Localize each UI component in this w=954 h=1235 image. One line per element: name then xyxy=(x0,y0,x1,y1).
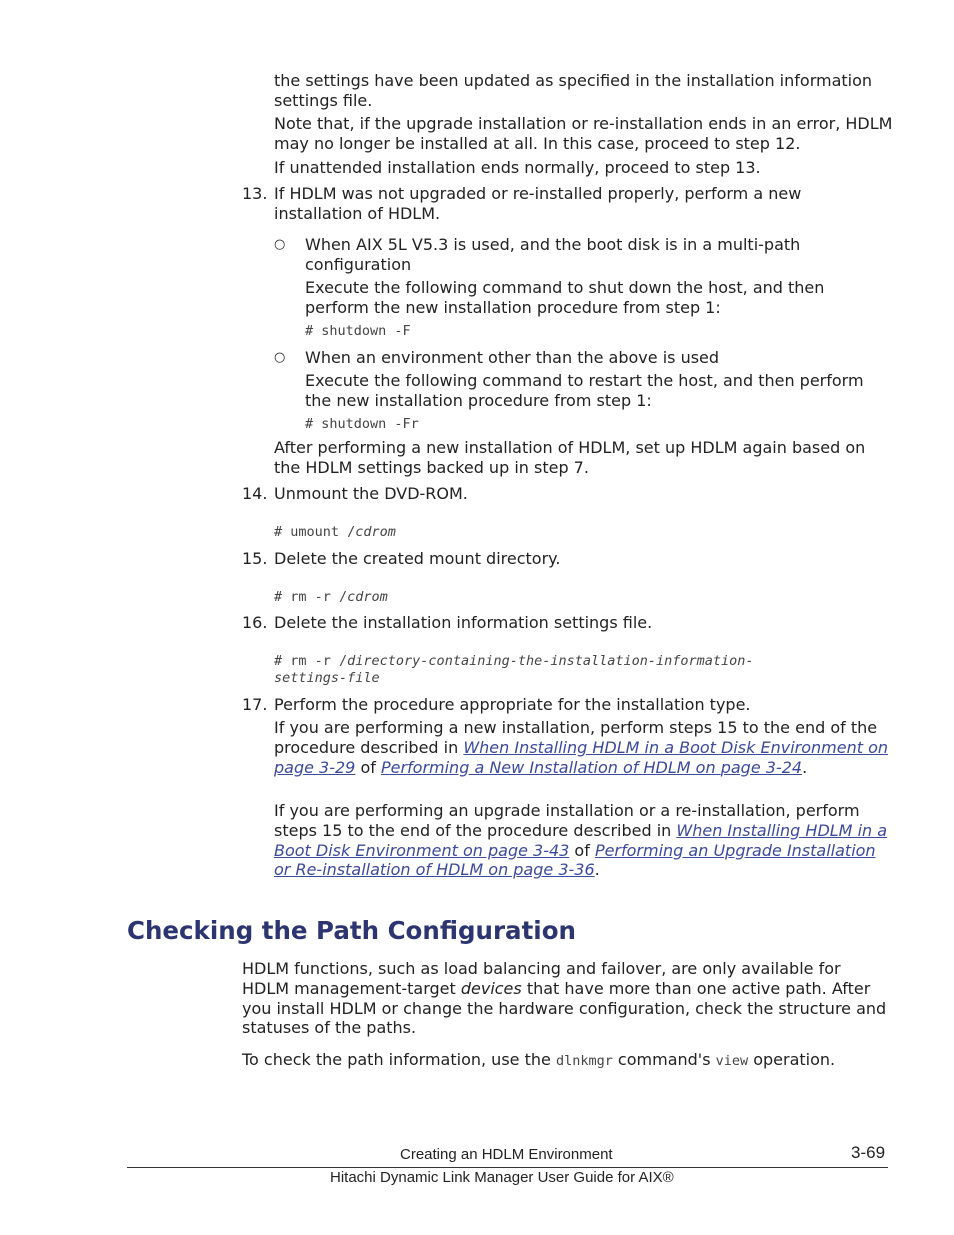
section-heading: Checking the Path Configuration xyxy=(127,916,576,945)
step-14-number: 14. xyxy=(242,484,268,503)
command-variable: settings-file xyxy=(274,670,380,686)
step-16-number: 16. xyxy=(242,613,268,632)
step12-continuation-text: the settings have been updated as specified in the installation information settings file. xyxy=(274,71,873,110)
command-text: # rm -r / xyxy=(274,653,348,669)
step-17-number: 17. xyxy=(242,695,268,714)
step-16-text: Delete the installation information settings file. xyxy=(274,613,653,632)
step-16-command xyxy=(274,653,754,670)
link-text: Environment on page 3-29 xyxy=(274,737,888,777)
bullet-a-command: # shutdown -F xyxy=(305,323,411,339)
link-text: Performing an Upgrade xyxy=(594,840,782,860)
paragraph-text: operation. xyxy=(748,1050,836,1069)
bullet-a-title: When AIX 5L V5.3 is used, and the boot disk is in a multi-path configuration xyxy=(305,235,801,274)
link-text: page 3-24 xyxy=(720,757,803,777)
paragraph-text: If you are performing a new installation, perform steps 15 to the end of the procedure described in xyxy=(274,718,878,757)
step-17-text: Perform the procedure appropriate for the installation type. xyxy=(274,695,751,714)
bullet-b-body: Execute the following command to restart the host, and then perform the new installation procedure from step 1: xyxy=(305,371,864,410)
link-text: When Installing HDLM xyxy=(676,820,853,840)
bullet-circle-icon: ○ xyxy=(274,237,286,252)
inline-code: dlnkmgr xyxy=(555,1053,613,1069)
section-check-paragraph xyxy=(242,1050,892,1072)
bullet-b-title: When an environment other than the above is used xyxy=(305,348,720,367)
link-text: When Installing HDLM in a Boot Disk xyxy=(463,737,756,757)
paragraph-text: To check the path information, use the xyxy=(242,1050,556,1069)
step-13-after-text: After performing a new installation of HDLM, set up HDLM again based on the HDLM settings backed up in step 7. xyxy=(274,438,866,477)
paragraph-text: . xyxy=(594,860,600,880)
step-15-command xyxy=(274,589,388,606)
paragraph-text: of xyxy=(355,757,381,777)
step-17-upgrade-paragraph xyxy=(274,801,889,880)
paragraph-text: of xyxy=(569,840,595,860)
command-variable: cdrom xyxy=(347,589,388,605)
paragraph-text: that have more than one active path. After you install HDLM or change the hardware configuration, check the structure and statuses of the paths. xyxy=(242,978,887,1038)
command-text: # rm -r / xyxy=(274,589,348,605)
command-variable: cdrom xyxy=(355,524,396,540)
step-14-text: Unmount the DVD-ROM. xyxy=(274,484,468,503)
paragraph-text: HDLM functions, such as load balancing and failover, are only available for HDLM management-target xyxy=(242,959,841,998)
inline-code: view xyxy=(715,1053,749,1069)
link-text: Installation or Re-installation of HDLM on page 3-36 xyxy=(274,840,876,880)
emphasis-text: devices xyxy=(460,978,522,998)
step12-error-note: Note that, if the upgrade installation or re-installation ends in an error, HDLM may no longer be installed at all. In this case, proceed to step 12. xyxy=(274,114,893,153)
step12-normal-note: If unattended installation ends normally, proceed to step 13. xyxy=(274,158,761,177)
step-15-number: 15. xyxy=(242,549,268,568)
footer-chapter-title: Creating an HDLM Environment xyxy=(400,1146,613,1163)
bullet-circle-icon: ○ xyxy=(274,350,286,365)
step-14-command xyxy=(274,524,396,541)
command-text: # umount / xyxy=(274,524,356,540)
step-13-number: 13. xyxy=(242,184,268,203)
link-text: in a Boot Disk Environment on page 3-43 xyxy=(274,820,888,860)
step-17-new-install-paragraph xyxy=(274,718,889,777)
paragraph-text: command's xyxy=(612,1050,716,1069)
bullet-b-command: # shutdown -Fr xyxy=(305,416,419,432)
paragraph-text: If you are performing an upgrade installation or a re-installation, perform steps 15 to the end of the procedure described in xyxy=(274,801,860,840)
step-16-command-continued xyxy=(274,670,380,687)
step-15-text: Delete the created mount directory. xyxy=(274,549,561,568)
paragraph-text: . xyxy=(802,757,808,777)
footer-page-number: 3-69 xyxy=(851,1143,886,1162)
step-13-text: If HDLM was not upgraded or re-installed properly, perform a new installation of HDLM. xyxy=(274,184,802,223)
new-installation-link[interactable] xyxy=(381,758,802,777)
section-intro-paragraph xyxy=(242,959,892,1038)
bullet-a-body: Execute the following command to shut down the host, and then perform the new installation procedure from step 1: xyxy=(305,278,825,317)
link-text: Performing a New Installation of HDLM on xyxy=(380,757,716,777)
footer-book-title: Hitachi Dynamic Link Manager User Guide for AIX® xyxy=(330,1169,674,1186)
command-variable: directory-containing-the-installation-information- xyxy=(347,653,754,669)
